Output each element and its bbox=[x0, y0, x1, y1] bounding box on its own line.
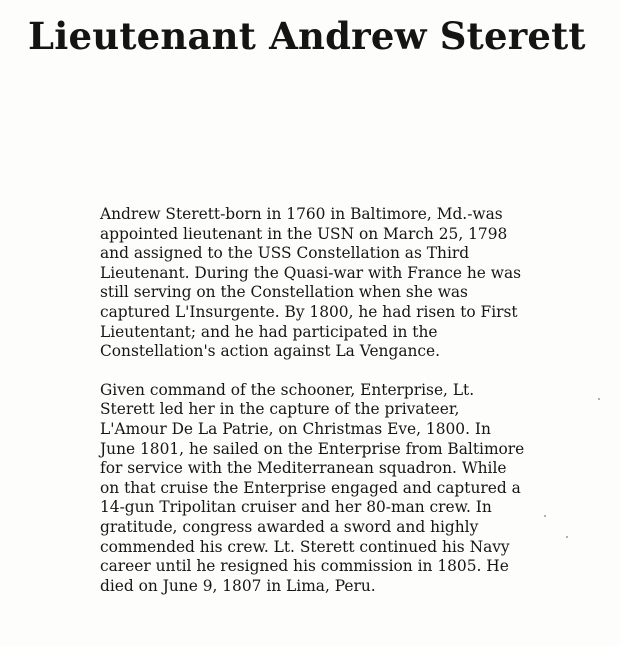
text-line: and assigned to the USS Constellation as Third bbox=[100, 244, 470, 263]
text-line: still serving on the Constellation when she was bbox=[100, 283, 468, 302]
text-line: on that cruise the Enterprise engaged and captured a bbox=[100, 478, 521, 497]
text-line: Sterett led her in the capture of the privateer, bbox=[100, 400, 460, 419]
text-line: appointed lieutenant in the USN on March 25, 1798 bbox=[100, 224, 508, 243]
page-title: Lieutenant Andrew Sterett bbox=[28, 14, 586, 58]
text-line: died on June 9, 1807 in Lima, Peru. bbox=[100, 576, 376, 595]
scan-speck bbox=[598, 398, 600, 400]
text-line: career until he resigned his commission in 1805. He bbox=[100, 557, 509, 576]
text-line: Constellation's action against La Vengance. bbox=[100, 342, 441, 361]
text-line: gratitude, congress awarded a sword and highly bbox=[100, 517, 479, 536]
text-line: Lieutenant. During the Quasi-war with France he was bbox=[100, 263, 522, 282]
text-line: for service with the Mediterranean squadron. While bbox=[100, 459, 507, 478]
text-line: commended his crew. Lt. Sterett continued his Navy bbox=[100, 537, 510, 556]
paragraph-1 bbox=[100, 205, 570, 362]
text-line: Andrew Sterett-born in 1760 in Baltimore, Md.-was bbox=[100, 205, 503, 223]
scan-speck bbox=[566, 536, 568, 538]
text-line: June 1801, he sailed on the Enterprise from Baltimore bbox=[100, 439, 525, 458]
article-body bbox=[100, 205, 570, 596]
scan-speck bbox=[544, 515, 546, 517]
text-line: 14-gun Tripolitan cruiser and her 80-man crew. In bbox=[100, 498, 492, 517]
text-line: Given command of the schooner, Enterprise, Lt. bbox=[100, 380, 475, 399]
text-line: Lieutentant; and he had participated in the bbox=[100, 322, 438, 341]
text-line: L'Amour De La Patrie, on Christmas Eve, 1800. In bbox=[100, 419, 491, 438]
text-line: captured L'Insurgente. By 1800, he had risen to First bbox=[100, 302, 518, 321]
paragraph-2 bbox=[100, 381, 570, 597]
